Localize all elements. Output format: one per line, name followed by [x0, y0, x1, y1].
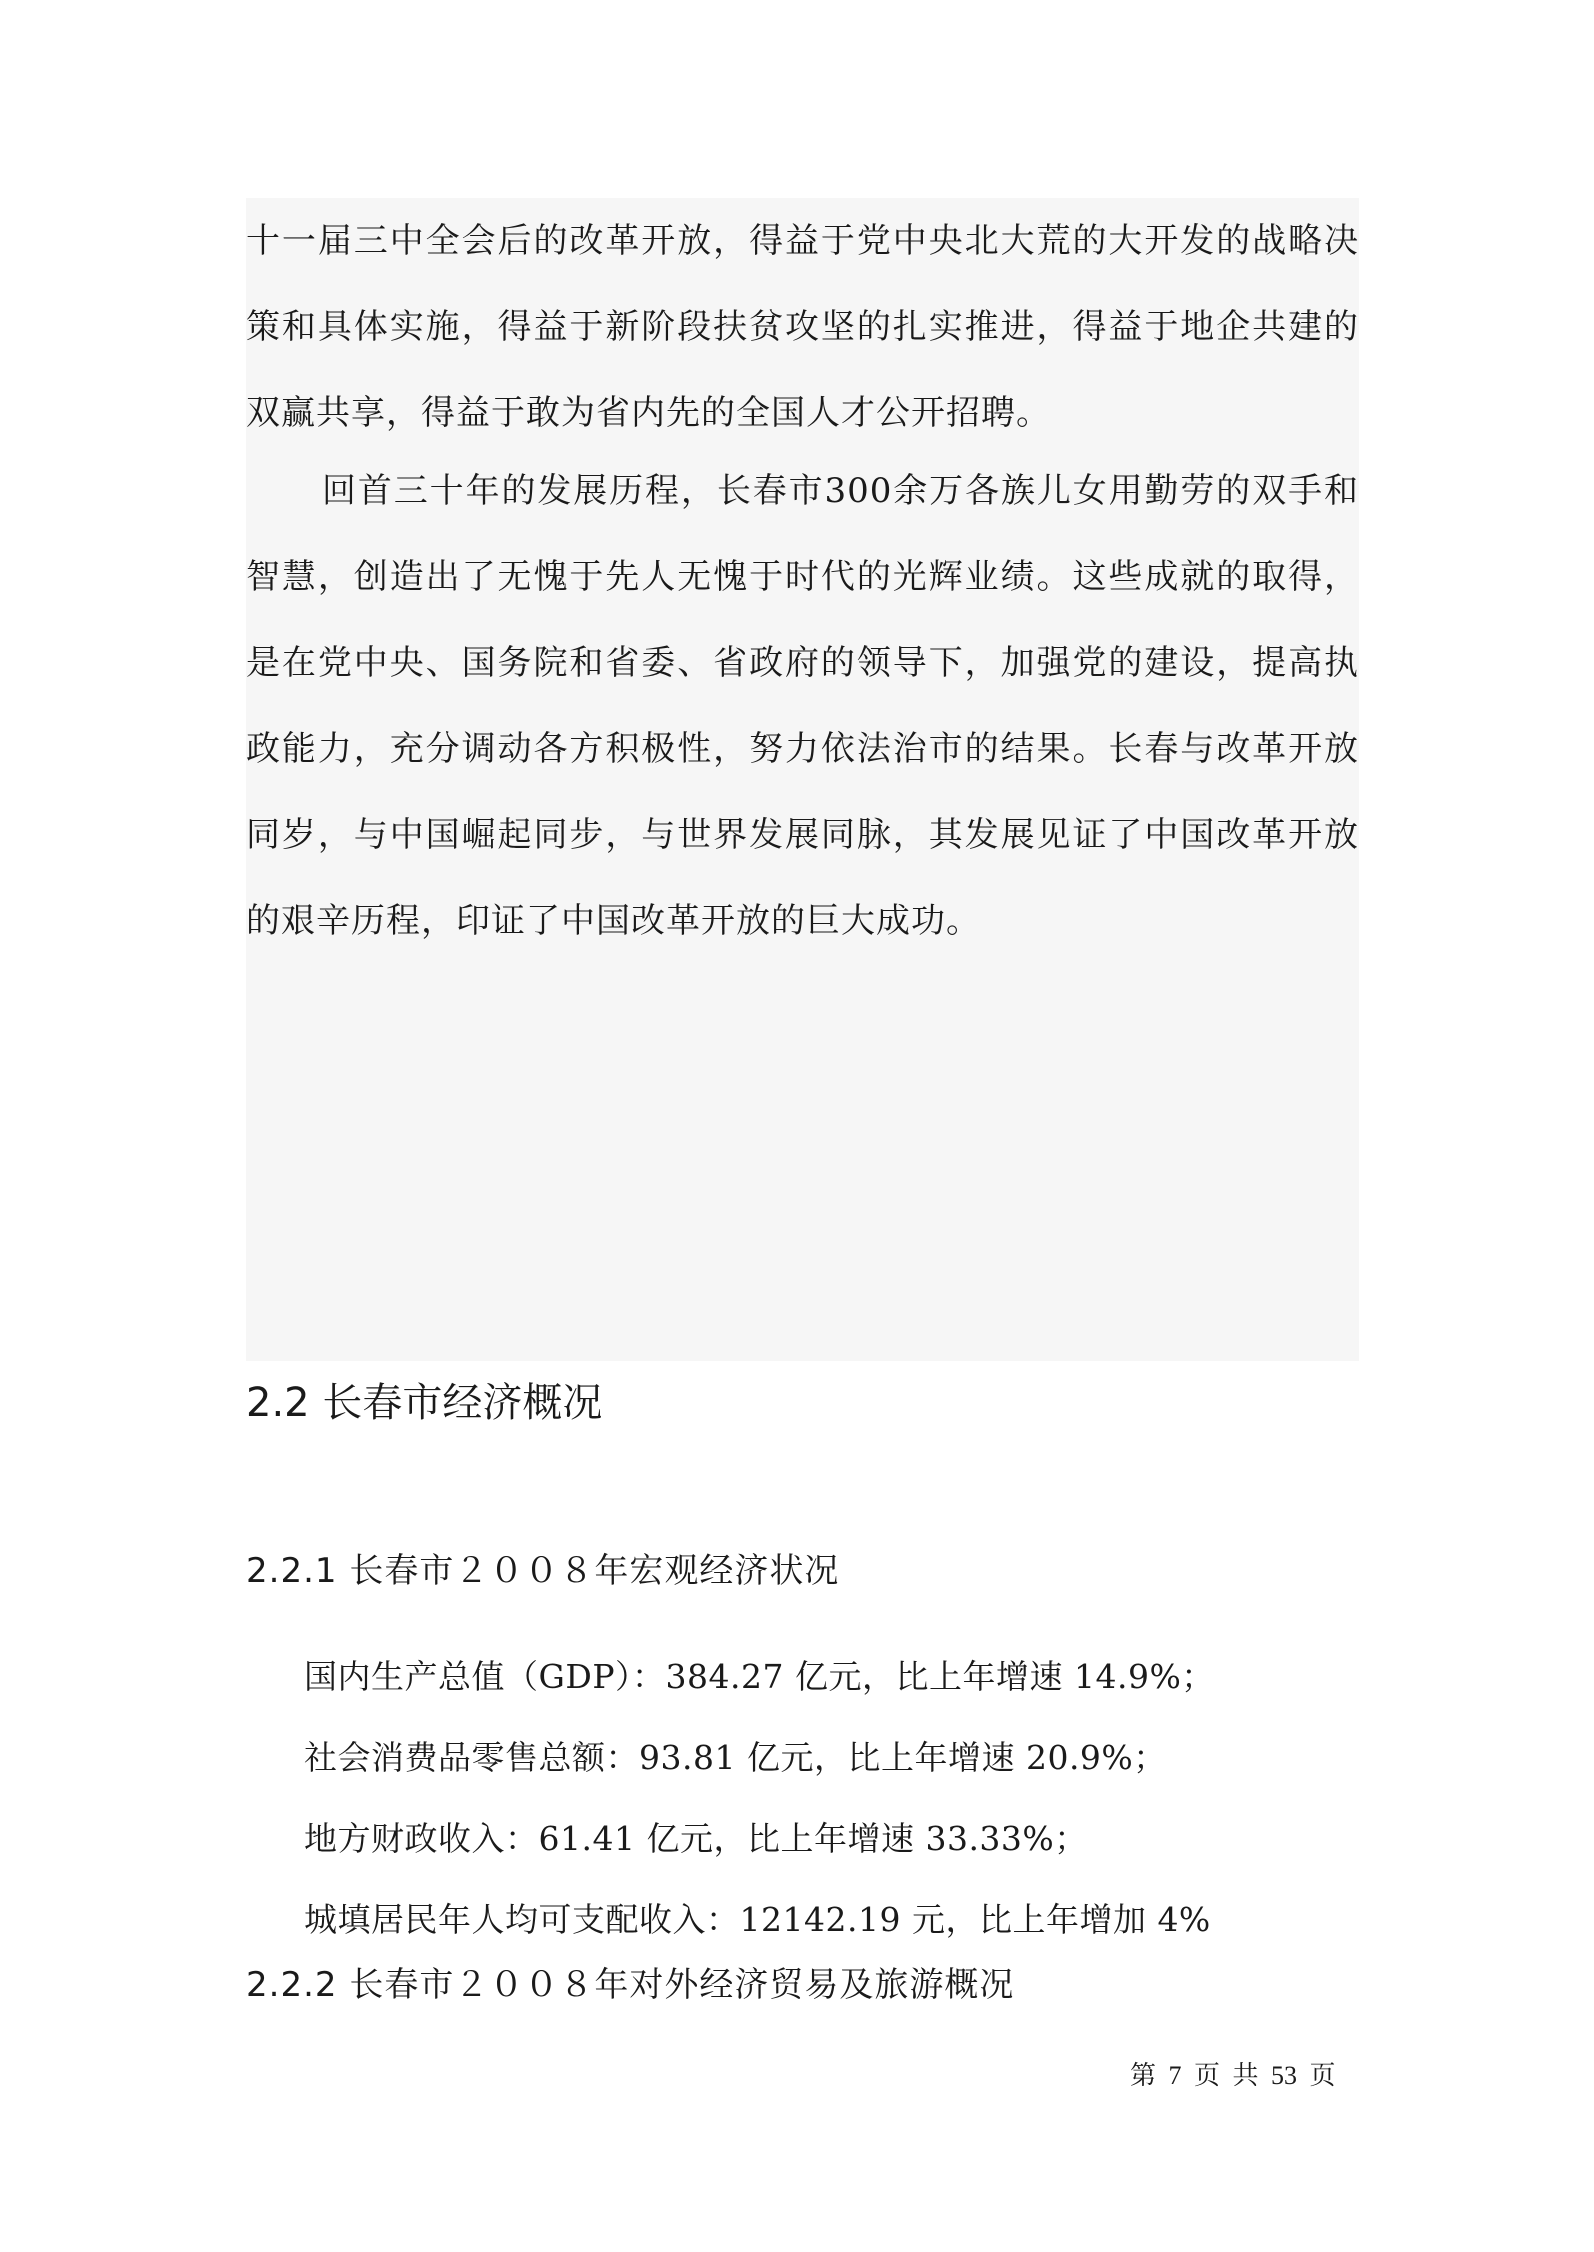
section-heading-2-2-1: 2.2.1 长春市２００８年宏观经济状况	[246, 1551, 840, 1591]
section-heading-2-2: 2.2 长春市经济概况	[246, 1380, 603, 1426]
economic-stats-list	[304, 1636, 1215, 1960]
stat-disposable-income: 城填居民年人均可支配收入：12142.19 元，比上年增加 4%	[304, 1900, 1211, 1939]
section-heading-2-2-2: 2.2.2 长春市２００８年对外经济贸易及旅游概况	[246, 1965, 1015, 2005]
page-number: 第 7 页 共 53 页	[1130, 2061, 1336, 2090]
stat-gdp: 国内生产总值（GDP）：384.27 亿元，比上年增速 14.9%；	[304, 1657, 1215, 1696]
body-paragraph-1: 十一届三中全会后的改革开放，得益于党中央北大荒的大开发的战略决策和具体实施，得益于新阶段扶贫攻坚的扎实推进，得益于地企共建的双赢共享，得益于敢为省内先的全国人才公开招聘。	[246, 221, 1359, 433]
body-paragraph-2: 回首三十年的发展历程，长春市300余万各族儿女用勤劳的双手和智慧，创造出了无愧于先人无愧于时代的光辉业绩。这些成就的取得，是在党中央、国务院和省委、省政府的领导下，加强党的建设，提高执政能力，充分调动各方积极性，努力依法治市的结果。长春与改革开放同岁，与中国崛起同步，与世界发展同脉，其发展见证了中国改革开放的艰辛历程，印证了中国改革开放的巨大成功。	[246, 471, 1359, 941]
stat-retail-sales: 社会消费品零售总额：93.81 亿元，比上年增速 20.9%；	[304, 1738, 1167, 1777]
stat-fiscal-revenue: 地方财政收入：61.41 亿元，比上年增速 33.33%；	[304, 1819, 1088, 1858]
